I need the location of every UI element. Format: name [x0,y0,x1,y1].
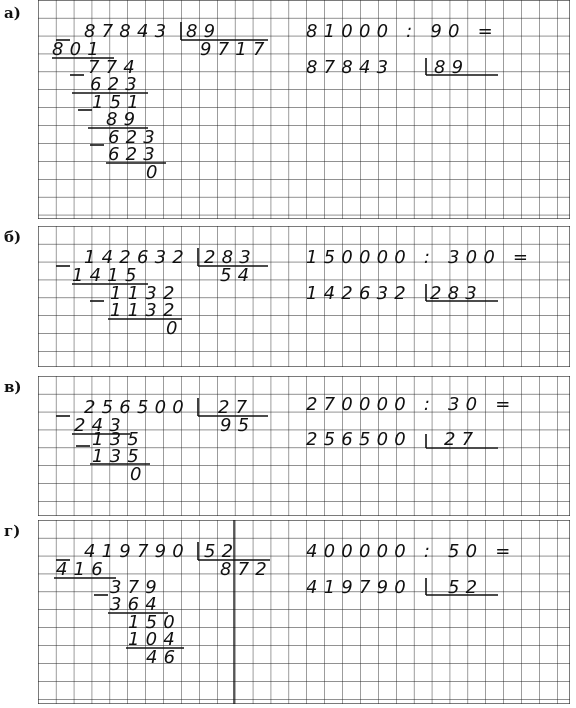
remainder: 1132 [110,283,181,304]
estimate-expression: 150000 : 300 = [306,247,535,268]
quotient: 872 [220,559,273,580]
estimate-expression: 81000 : 90 = [306,21,499,42]
restated-dividend: 419790 [306,577,412,598]
remainder: 623 [108,127,161,148]
restated-dividend: 256500 [306,429,412,450]
grid-panel-c [38,376,570,516]
grid-panel-a [38,0,570,219]
problem-label-b: б) [4,228,22,246]
partial-product: 416 [56,559,109,580]
quotient: 95 [220,415,256,436]
problem-label-c: в) [4,378,22,396]
final-remainder: 0 [166,318,184,339]
estimate-expression: 270000 : 30 = [306,394,517,415]
dividend: 142632 [84,247,190,268]
divisor: 52 [204,541,240,562]
divisor: 27 [218,397,254,418]
grid-panel-b [38,226,570,367]
remainder: 135 [92,429,145,450]
restated-divisor: 283 [430,283,483,304]
restated-divisor: 52 [448,577,484,598]
partial-product: 1415 [72,265,143,286]
partial-product: 623 [108,144,161,165]
partial-product: 135 [92,446,145,467]
quotient: 9717 [200,39,271,60]
restated-dividend: 142632 [306,283,412,304]
divisor: 89 [186,21,222,42]
divisor: 283 [204,247,257,268]
partial-product: 89 [106,109,142,130]
grid-sheet-c [38,376,570,516]
remainder: 379 [110,577,163,598]
quotient: 54 [220,265,256,286]
grid-sheet-b [38,226,570,367]
remainder: 151 [92,92,145,113]
grid-sheet-a [38,0,570,219]
partial-product: 243 [74,415,127,436]
grid-sheet-d [38,520,570,704]
dividend: 419790 [84,541,190,562]
final-remainder: 0 [130,464,148,485]
problem-label-d: г) [4,522,21,540]
remainder: 150 [128,612,181,633]
partial-product: 364 [110,594,163,615]
remainder: 774 [88,57,141,78]
dividend: 87843 [84,21,173,42]
restated-divisor: 89 [434,57,470,78]
partial-product: 1132 [110,300,181,321]
partial-product: 801 [52,39,105,60]
grid-panel-d [38,520,570,704]
partial-product: 104 [128,629,181,650]
final-remainder: 0 [146,162,164,183]
final-remainder: 46 [146,647,182,668]
restated-divisor: 27 [444,429,480,450]
estimate-expression: 400000 : 50 = [306,541,517,562]
restated-dividend: 87843 [306,57,395,78]
partial-product: 623 [90,74,143,95]
dividend: 256500 [84,397,190,418]
problem-label-a: а) [4,4,21,22]
